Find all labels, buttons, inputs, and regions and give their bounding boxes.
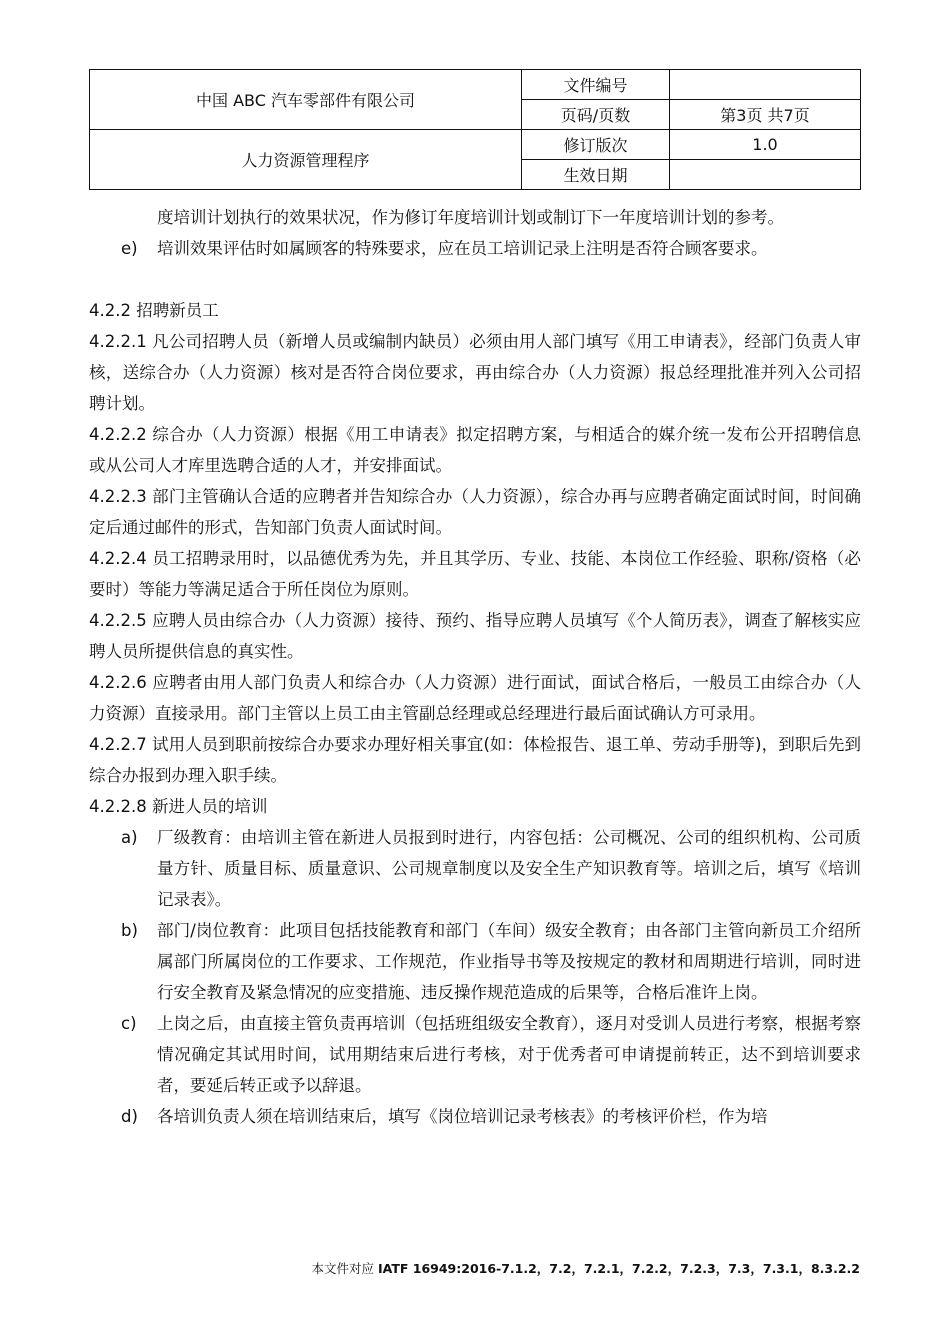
training-item-b: [89, 915, 861, 1008]
document-title: 人力资源管理程序: [90, 130, 522, 190]
clause-4-2-2-8: 4.2.2.8 新进人员的培训: [89, 797, 268, 816]
document-body: [89, 202, 861, 1132]
list-item-text: 厂级教育：由培训主管在新进人员报到时进行，内容包括：公司概况、公司的组织机构、公司质量方针、质量目标、质量意识、公司规章制度以及安全生产知识教育等。培训之后，填写《培训记录表》。: [157, 828, 861, 909]
footer-standard-reference: IATF 16949:2016-7.1.2，7.2，7.2.1，7.2.2，7.2.3，7.3，7.3.1，8.3.2.2: [377, 1261, 860, 1276]
list-item-text: 培训效果评估时如属顾客的特殊要求，应在员工培训记录上注明是否符合顾客要求。: [157, 239, 768, 258]
page-footer: [312, 1259, 861, 1277]
spacer: [89, 264, 861, 295]
list-item-text: 部门/岗位教育：此项目包括技能教育和部门（车间）级安全教育；由各部门主管向新员工介绍所属部门所属岗位的工作要求、工作规范，作业指导书等及按规定的教材和周期进行培训，同时进行安全教育及紧急情况的应变措施、违反操作规范造成的后果等，合格后准许上岗。: [157, 921, 861, 1002]
list-item-text: 各培训负责人须在培训结束后，填写《岗位培训记录考核表》的考核评价栏，作为培: [157, 1107, 768, 1126]
list-item-e: [89, 233, 861, 264]
list-marker: e): [121, 239, 138, 258]
training-item-d: [89, 1101, 861, 1132]
clause-4-2-2-3: 4.2.2.3 部门主管确认合适的应聘者并告知综合办（人力资源），综合办再与应聘者确定面试时间，时间确定后通过邮件的形式，告知部门负责人面试时间。: [89, 487, 861, 537]
list-item-text: 上岗之后，由直接主管负责再培训（包括班组级安全教育），逐月对受训人员进行考察，根据考察情况确定其试用时间，试用期结束后进行考核，对于优秀者可申请提前转正，达不到培训要求者，要延后转正或予以辞退。: [157, 1014, 861, 1095]
list-marker: d): [121, 1107, 138, 1126]
section-heading: 4.2.2 招聘新员工: [89, 301, 219, 320]
field-label-revision: 修订版次: [522, 130, 670, 160]
field-value-effective-date: [670, 160, 861, 190]
field-value-page: 第3页 共7页: [670, 100, 861, 130]
continued-paragraph: 度培训计划执行的效果状况，作为修订年度培训计划或制订下一年度培训计划的参考。: [157, 208, 784, 227]
clause-4-2-2-6: 4.2.2.6 应聘者由用人部门负责人和综合办（人力资源）进行面试，面试合格后，一般员工由综合办（人力资源）直接录用。部门主管以上员工由主管副总经理或总经理进行最后面试确认方可录用。: [89, 673, 861, 723]
field-label-doc-number: 文件编号: [522, 70, 670, 100]
footer-prefix: 本文件对应: [311, 1261, 378, 1276]
clause-4-2-2-7: 4.2.2.7 试用人员到职前按综合办要求办理好相关事宜(如：体检报告、退工单、劳动手册等)，到职后先到综合办报到办理入职手续。: [89, 735, 861, 785]
document-header-table: [89, 69, 861, 190]
clause-4-2-2-1: 4.2.2.1 凡公司招聘人员（新增人员或编制内缺员）必须由用人部门填写《用工申请表》，经部门负责人审核，送综合办（人力资源）核对是否符合岗位要求，再由综合办（人力资源）报总经理批准并列入公司招聘计划。: [89, 332, 861, 413]
field-value-revision: 1.0: [670, 130, 861, 160]
field-label-page: 页码/页数: [522, 100, 670, 130]
list-marker: b): [121, 921, 138, 940]
clause-4-2-2-4: 4.2.2.4 员工招聘录用时，以品德优秀为先，并且其学历、专业、技能、本岗位工作经验、职称/资格（必要时）等能力等满足适合于所任岗位为原则。: [89, 549, 861, 599]
company-name: 中国 ABC 汽车零部件有限公司: [90, 70, 522, 130]
field-value-doc-number: [670, 70, 861, 100]
clause-4-2-2-5: 4.2.2.5 应聘人员由综合办（人力资源）接待、预约、指导应聘人员填写《个人简历表》，调查了解核实应聘人员所提供信息的真实性。: [89, 611, 861, 661]
list-marker: c): [121, 1014, 137, 1033]
training-item-a: [89, 822, 861, 915]
list-marker: a): [121, 828, 138, 847]
field-label-effective-date: 生效日期: [522, 160, 670, 190]
training-item-c: [89, 1008, 861, 1101]
clause-4-2-2-2: 4.2.2.2 综合办（人力资源）根据《用工申请表》拟定招聘方案，与相适合的媒介统一发布公开招聘信息或从公司人才库里选聘合适的人才，并安排面试。: [89, 425, 861, 475]
